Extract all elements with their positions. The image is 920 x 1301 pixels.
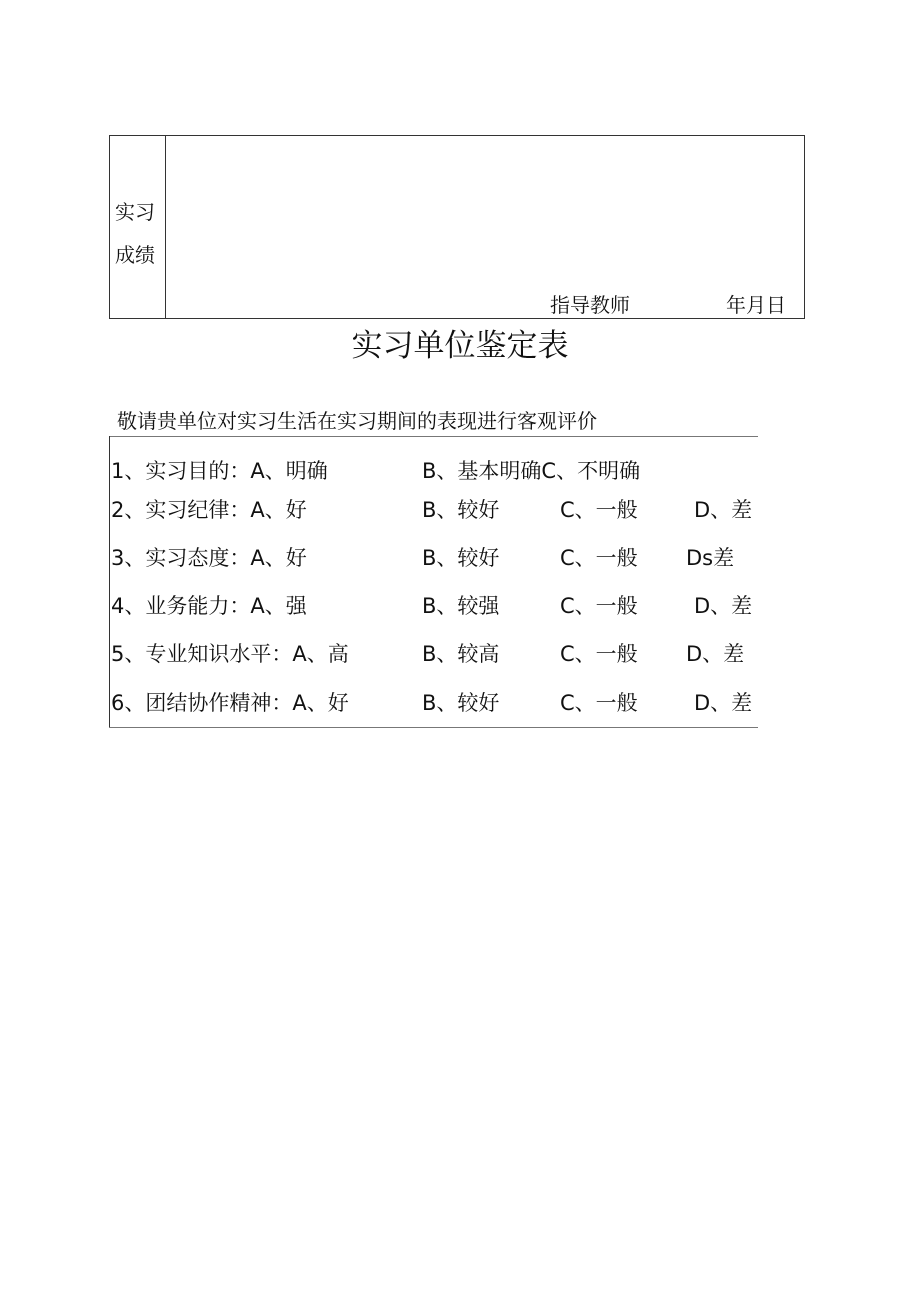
evaluation-item [0, 542, 920, 574]
option-c: C、一般 [560, 594, 638, 618]
item-label: 5、专业知识水平：A、高 [111, 642, 349, 666]
intro-text: 敬请贵单位对实习生活在实习期间的表现进行客观评价 [117, 409, 597, 433]
evaluation-item [0, 638, 920, 670]
option-d: D、差 [694, 498, 753, 522]
option-d: Ds差 [686, 546, 735, 570]
item-label: 2、实习纪律：A、好 [111, 498, 307, 522]
grade-table [109, 135, 805, 319]
option-b: B、较好 [422, 498, 500, 522]
grade-label-cell [110, 136, 166, 318]
option-c: C、一般 [560, 642, 638, 666]
evaluation-item [0, 590, 920, 622]
evaluation-item [0, 455, 920, 487]
option-b: B、较好 [422, 546, 500, 570]
option-c: C、一般 [560, 498, 638, 522]
option-d: D、差 [694, 691, 753, 715]
instructor-label: 指导教师 [550, 293, 630, 317]
item-label: 1、实习目的：A、明确 [111, 459, 328, 483]
item-label: 3、实习态度：A、好 [111, 546, 307, 570]
option-c: C、一般 [560, 691, 638, 715]
date-label: 年月日 [726, 293, 786, 317]
evaluation-item [0, 494, 920, 526]
item-label: 6、团结协作精神：A、好 [111, 691, 349, 715]
evaluation-item [0, 687, 920, 719]
option-b: B、基本明确C、不明确 [422, 459, 641, 483]
option-d: D、差 [686, 642, 745, 666]
option-c: C、一般 [560, 546, 638, 570]
option-d: D、差 [694, 594, 753, 618]
table-bottom-rule [109, 727, 758, 728]
page-title: 实习单位鉴定表 [351, 328, 569, 364]
option-b: B、较高 [422, 642, 500, 666]
option-b: B、较强 [422, 594, 500, 618]
option-b: B、较好 [422, 691, 500, 715]
grade-label-line2: 成绩 [115, 243, 155, 267]
table-top-rule [109, 436, 758, 437]
item-label: 4、业务能力：A、强 [111, 594, 307, 618]
grade-label-line1: 实习 [115, 200, 155, 224]
